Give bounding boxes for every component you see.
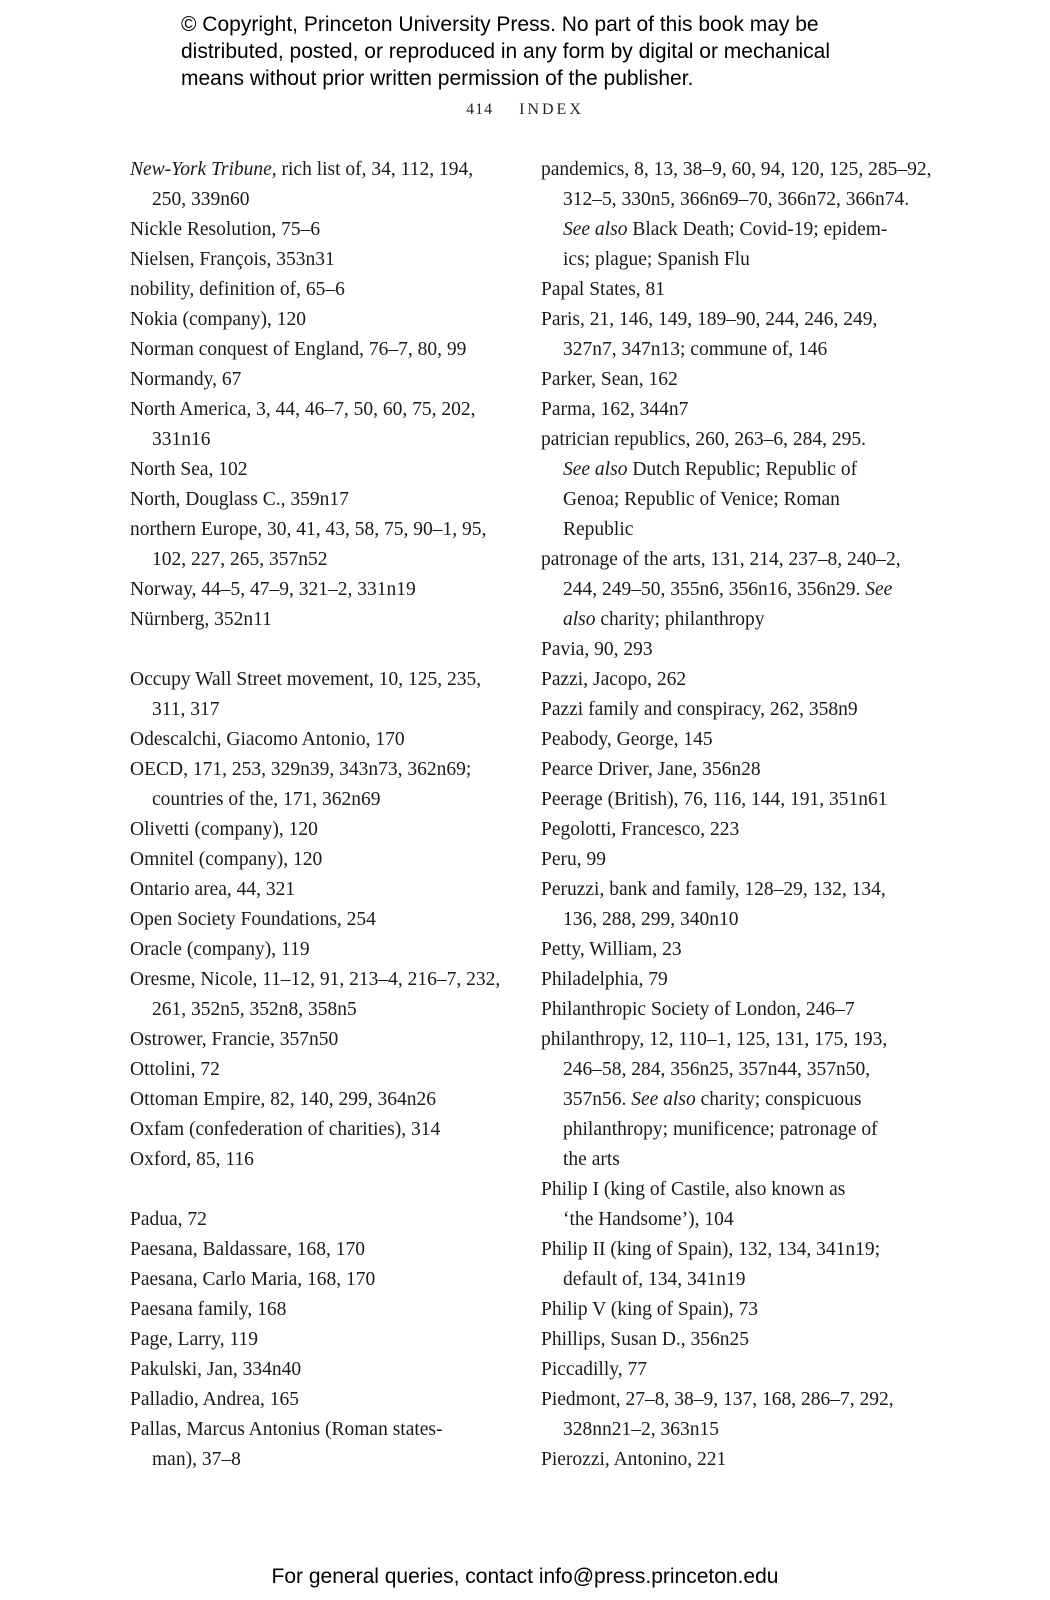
index-entry-text: patrician republics, 260, 263–6, 284, 295. [541, 429, 866, 450]
index-entry-text: Ottoman Empire, 82, 140, 299, 364n26 [130, 1089, 437, 1110]
index-entry-text: Paris, 21, 146, 149, 189–90, 244, 246, 249, [541, 309, 878, 330]
index-entry-text: Paesana family, 168 [130, 1299, 287, 1320]
index-entry-text: Pavia, 90, 293 [541, 639, 653, 660]
index-entry-text: Philip I (king of Castile, also known as [541, 1179, 846, 1200]
index-entry-text: 331n16 [152, 429, 211, 450]
index-entry-italic: See [865, 579, 893, 600]
index-entry-text: 327n7, 347n13; commune of, 146 [563, 339, 828, 360]
index-entry-text: 136, 288, 299, 340n10 [563, 909, 739, 930]
index-column-right [541, 155, 932, 1475]
index-entry [130, 575, 500, 605]
index-entry-text: 328nn21–2, 363n15 [563, 1419, 719, 1440]
index-entry-italic: See also [563, 219, 628, 240]
copyright-line: © Copyright, Princeton University Press. No part of this book may be [181, 13, 819, 36]
index-entry [130, 1085, 500, 1115]
index-entry-text: charity; conspicuous [695, 1089, 862, 1110]
index-entry-text: Pierozzi, Antonino, 221 [541, 1449, 727, 1470]
index-entry-text: Peruzzi, bank and family, 128–29, 132, 134, [541, 879, 886, 900]
index-entry [130, 1235, 500, 1265]
index-entry-text: North Sea, 102 [130, 459, 248, 480]
index-entry-text: the arts [563, 1149, 620, 1170]
index-entry-text: philanthropy; munificence; patronage of [563, 1119, 878, 1140]
index-entry-text: Ottolini, 72 [130, 1059, 220, 1080]
index-entry-text: Piedmont, 27–8, 38–9, 137, 168, 286–7, 292, [541, 1389, 894, 1410]
index-entry [541, 1295, 916, 1325]
index-entry [130, 305, 500, 335]
index-entry-text: Pazzi family and conspiracy, 262, 358n9 [541, 699, 858, 720]
index-entry-text: Philip V (king of Spain), 73 [541, 1299, 759, 1320]
index-entry [130, 155, 500, 215]
index-entry-text: Open Society Foundations, 254 [130, 909, 376, 930]
index-entry [130, 365, 500, 395]
index-entry-text: Padua, 72 [130, 1209, 207, 1230]
index-entry-text: nobility, definition of, 65–6 [130, 279, 345, 300]
index-entry-text: Parker, Sean, 162 [541, 369, 678, 390]
index-entry-text: default of, 134, 341n19 [563, 1269, 746, 1290]
index-entry [541, 755, 916, 785]
index-entry-text: Palladio, Andrea, 165 [130, 1389, 299, 1410]
index-entry-text: 357n56. [563, 1089, 632, 1110]
index-entry [130, 1325, 500, 1355]
index-column-left [130, 155, 500, 1475]
index-entry-text: charity; philanthropy [595, 609, 765, 630]
index-entry-text: Philadelphia, 79 [541, 969, 668, 990]
index-entry-text: Pakulski, Jan, 334n40 [130, 1359, 302, 1380]
index-entry [541, 545, 916, 635]
index-entry [541, 1355, 916, 1385]
index-entry-text: North America, 3, 44, 46–7, 50, 60, 75, 202, [130, 399, 476, 420]
index-entry-text: Piccadilly, 77 [541, 1359, 647, 1380]
footer-contact: For general queries, contact info@press.princeton.edu [271, 1565, 779, 1588]
index-entry [130, 1295, 500, 1325]
index-entry [130, 605, 500, 635]
index-entry [541, 965, 916, 995]
index-entry [541, 845, 916, 875]
index-entry [541, 1025, 916, 1175]
index-entry-text: Oresme, Nicole, 11–12, 91, 213–4, 216–7, 232, [130, 969, 501, 990]
index-entry [130, 335, 500, 365]
index-entry-text: Odescalchi, Giacomo Antonio, 170 [130, 729, 405, 750]
index-entry-text: Page, Larry, 119 [130, 1329, 258, 1350]
index-entry-text: 246–58, 284, 356n25, 357n44, 357n50, [563, 1059, 871, 1080]
index-entry-text: Republic [563, 519, 634, 540]
index-entry [130, 1145, 500, 1175]
index-entry [130, 815, 500, 845]
index-entry [130, 455, 500, 485]
index-entry-text: Norman conquest of England, 76–7, 80, 99 [130, 339, 467, 360]
index-entry-italic: See also [631, 1089, 696, 1110]
index-entry-text: Peabody, George, 145 [541, 729, 713, 750]
index-entry-text: Paesana, Carlo Maria, 168, 170 [130, 1269, 376, 1290]
index-entry [541, 1385, 916, 1445]
index-entry [130, 515, 500, 575]
index-entry-text: 311, 317 [152, 699, 220, 720]
index-entry-text: Pearce Driver, Jane, 356n28 [541, 759, 761, 780]
index-entry-italic: See also [563, 459, 628, 480]
index-entry-text: Philip II (king of Spain), 132, 134, 341n19; [541, 1239, 881, 1260]
index-entry [541, 935, 916, 965]
index-entry [541, 875, 916, 935]
index-entry [541, 155, 932, 275]
index-entry [130, 245, 500, 275]
index-entry [130, 875, 500, 905]
index-entry-text: Norway, 44–5, 47–9, 321–2, 331n19 [130, 579, 416, 600]
index-entry [130, 485, 500, 515]
index-entry [541, 665, 916, 695]
index-entry-text: Oxford, 85, 116 [130, 1149, 254, 1170]
letter-group-gap [130, 1175, 500, 1205]
index-entry-text: Paesana, Baldassare, 168, 170 [130, 1239, 366, 1260]
index-entry [130, 725, 500, 755]
index-entry [130, 665, 500, 725]
copyright-notice [181, 11, 901, 92]
index-entry [130, 935, 500, 965]
index-entry-text: countries of the, 171, 362n69 [152, 789, 381, 810]
index-entry-text: Genoa; Republic of Venice; Roman [563, 489, 840, 510]
section-title: INDEX [519, 101, 584, 118]
index-entry-text: Black Death; Covid-19; epidem- [627, 219, 888, 240]
index-entry-text: Ostrower, Francie, 357n50 [130, 1029, 339, 1050]
index-entry [541, 1325, 916, 1355]
index-entry [541, 785, 916, 815]
index-entry-text: North, Douglass C., 359n17 [130, 489, 349, 510]
index-entry [130, 1385, 500, 1415]
index-entry-italic: New-York Tribune [130, 159, 272, 180]
index-entry-text: Nürnberg, 352n11 [130, 609, 272, 630]
index-entry-text: 261, 352n5, 352n8, 358n5 [152, 999, 357, 1020]
index-entry-text: , rich list of, 34, 112, 194, [271, 159, 474, 180]
index-entry [541, 305, 916, 365]
index-entry [130, 1025, 500, 1055]
index-entry [130, 1205, 500, 1235]
index-entry [130, 1415, 500, 1475]
index-entry-text: 244, 249–50, 355n6, 356n16, 356n29. [563, 579, 866, 600]
index-entry [541, 1445, 916, 1475]
index-entry [130, 1355, 500, 1385]
index-entry-text: Dutch Republic; Republic of [627, 459, 858, 480]
copyright-line: distributed, posted, or reproduced in any form by digital or mechanical [181, 40, 831, 63]
index-entry [130, 845, 500, 875]
index-entry-text: ‘the Handsome’), 104 [563, 1209, 734, 1230]
index-entry-text: Oracle (company), 119 [130, 939, 310, 960]
index-entry-text: Peru, 99 [541, 849, 606, 870]
index-entry-text: Oxfam (confederation of charities), 314 [130, 1119, 441, 1140]
index-entry [541, 815, 916, 845]
index-entry-text: Normandy, 67 [130, 369, 242, 390]
index-entry [541, 695, 916, 725]
index-entry-text: Parma, 162, 344n7 [541, 399, 689, 420]
index-entry-text: Philanthropic Society of London, 246–7 [541, 999, 855, 1020]
index-entry [541, 395, 916, 425]
index-entry [541, 365, 916, 395]
index-entry-text: man), 37–8 [152, 1449, 241, 1470]
index-entry-text: 312–5, 330n5, 366n69–70, 366n72, 366n74. [563, 189, 910, 210]
index-entry-text: pandemics, 8, 13, 38–9, 60, 94, 120, 125, 285–92, [541, 159, 932, 180]
index-entry-text: Peerage (British), 76, 116, 144, 191, 351n61 [541, 789, 888, 810]
index-entry-text: Olivetti (company), 120 [130, 819, 318, 840]
index-entry-text: patronage of the arts, 131, 214, 237–8, 240–2, [541, 549, 901, 570]
index-entry [541, 995, 916, 1025]
index-entry [130, 1055, 500, 1085]
index-entry-text: Nickle Resolution, 75–6 [130, 219, 321, 240]
index-entry-text: Ontario area, 44, 321 [130, 879, 296, 900]
index-entry-text: Pegolotti, Francesco, 223 [541, 819, 740, 840]
index-entry [130, 965, 500, 1025]
index-entry [130, 275, 500, 305]
index-entry [541, 1235, 916, 1295]
index-entry [130, 1115, 500, 1145]
index-entry-text: Nokia (company), 120 [130, 309, 306, 330]
index-entry-text: Pazzi, Jacopo, 262 [541, 669, 687, 690]
index-entry [541, 275, 916, 305]
page-number: 414 [466, 101, 494, 118]
index-entry-text: Nielsen, François, 353n31 [130, 249, 335, 270]
index-entry-text: 250, 339n60 [152, 189, 250, 210]
index-entry [130, 215, 500, 245]
index-entry-text: Papal States, 81 [541, 279, 666, 300]
index-entry [541, 425, 916, 545]
copyright-line: means without prior written permission of the publisher. [181, 67, 694, 90]
index-entry-text: 102, 227, 265, 357n52 [152, 549, 328, 570]
index-entry-text: Pallas, Marcus Antonius (Roman states- [130, 1419, 443, 1440]
index-entry [130, 1265, 500, 1295]
index-entry-text: Occupy Wall Street movement, 10, 125, 235, [130, 669, 482, 690]
index-entry [541, 1175, 916, 1235]
index-entry-text: ics; plague; Spanish Flu [563, 249, 750, 270]
running-head [0, 101, 1050, 119]
index-entry [130, 905, 500, 935]
index-entry-text: Petty, William, 23 [541, 939, 682, 960]
index-entry-text: Omnitel (company), 120 [130, 849, 323, 870]
letter-group-gap [130, 635, 500, 665]
index-entry [541, 725, 916, 755]
index-entry [130, 395, 500, 455]
index-entry [541, 635, 916, 665]
index-entry-text: northern Europe, 30, 41, 43, 58, 75, 90–1, 95, [130, 519, 487, 540]
index-entry-italic: also [563, 609, 596, 630]
index-entry-text: philanthropy, 12, 110–1, 125, 131, 175, 193, [541, 1029, 888, 1050]
index-entry-text: OECD, 171, 253, 329n39, 343n73, 362n69; [130, 759, 472, 780]
index-entry-text: Phillips, Susan D., 356n25 [541, 1329, 750, 1350]
index-entry [130, 755, 500, 815]
